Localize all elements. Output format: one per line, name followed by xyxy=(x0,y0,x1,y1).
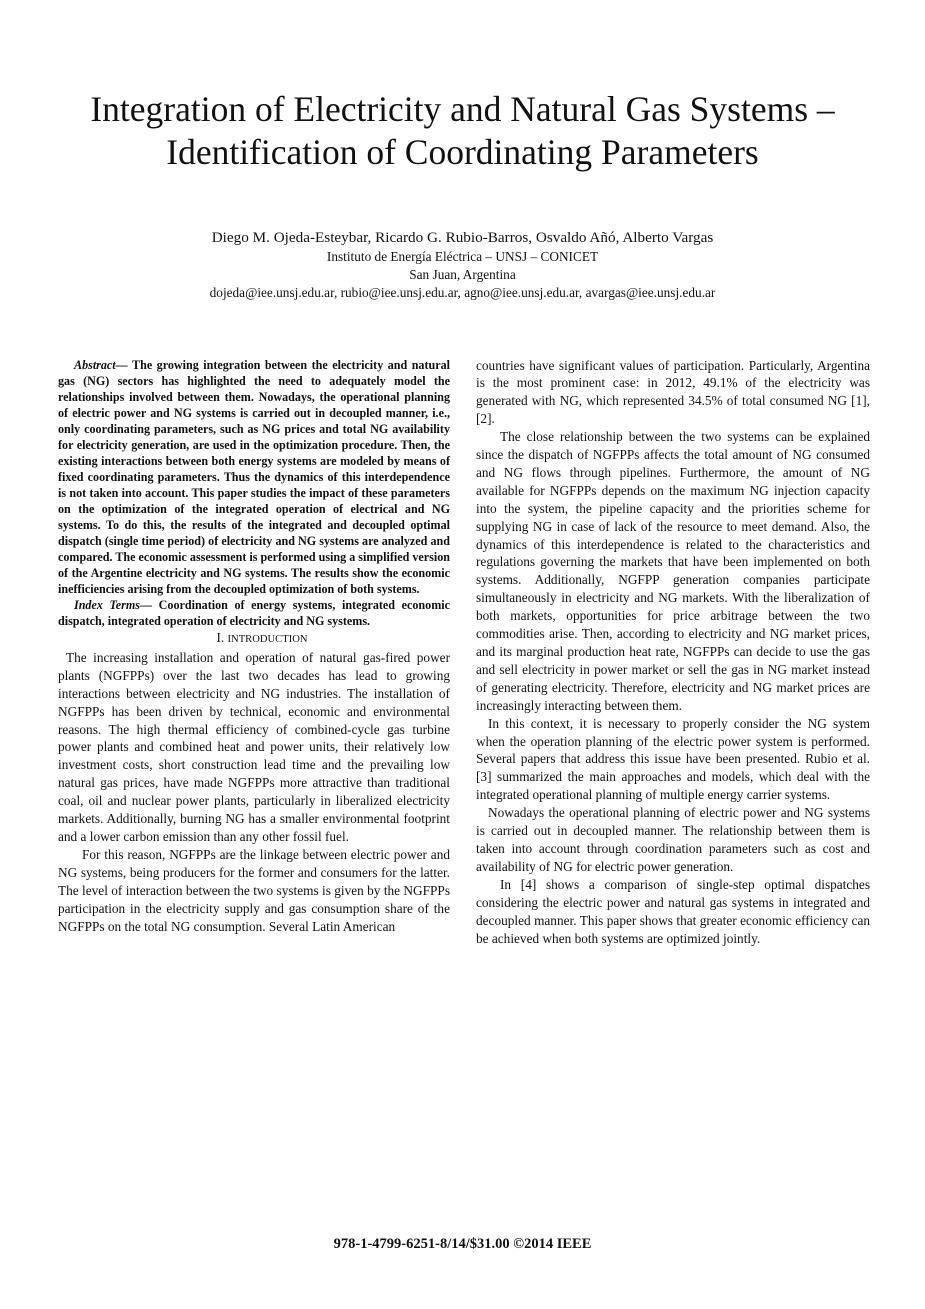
paper-title xyxy=(40,88,885,174)
abstract-label: Abstract— xyxy=(74,358,128,372)
index-terms-label: Index Terms— xyxy=(74,598,153,612)
right-column xyxy=(476,357,870,948)
body-paragraph: The increasing installation and operation of natural gas-fired power plants (NGFPPs) over the last two decades has lead to growing interactions between electricity and NG industries. The installation of NGFPPs has been driven by technical, economic and environmental reasons. The high thermal efficiency of combined-cycle gas turbine power plants and combined heat and power units, their relatively low investment costs, short construction lead time and the prevailing low natural gas prices, have made NGFPPs more attractive than traditional coal, oil and nuclear power plants, particularly in liberalized electricity markets. Additionally, burning NG has a smaller environmental footprint and a lower carbon emission than any other fossil fuel. xyxy=(58,649,450,844)
left-column xyxy=(58,357,450,935)
title-line-1: Integration of Electricity and Natural Gas Systems – xyxy=(90,89,835,129)
author-list: Diego M. Ojeda-Esteybar, Ricardo G. Rubio-Barros, Osvaldo Añó, Alberto Vargas xyxy=(211,229,714,246)
body-paragraph: For this reason, NGFPPs are the linkage between electric power and NG systems, being producers for the former and consumers for the latter. The level of interaction between the two systems is given by the NGFPPs participation in the electricity supply and gas consumption share of the NGFPPs on the total NG consumption. Several Latin American xyxy=(58,846,450,934)
title-line-2: Identification of Coordinating Parameters xyxy=(166,132,759,172)
section-number: I. xyxy=(216,630,228,645)
body-paragraph: Nowadays the operational planning of electric power and NG systems is carried out in decoupled manner. The relationship between them is taken into account through coordination parameters such as cost and availability of NG for electric power generation. xyxy=(476,805,870,874)
index-terms xyxy=(58,597,450,629)
abstract-text: The growing integration between the electricity and natural gas (NG) sectors has highlighted the need to adequately model the relationships involved between them. Nowadays, the operational planning of electric power and NG systems is carried out in decoupled manner, i.e., only coordinating parameters, such as NG prices and total NG availability for electricity generation, are used in the optimization procedure. Then, the existing interactions between both energy systems are modeled by means of fixed coordinating parameters. Thus the dynamics of this interdependence is not taken into account. This paper studies the impact of these parameters on the optimization of the integrated operation of electrical and NG systems. To do this, the results of the integrated and decoupled optimal dispatch (single time period) of electricity and NG systems are analyzed and compared. The economic assessment is performed using a simplified version of the Argentine electricity and NG systems. The results show the economic inefficiencies arising from the decoupled optimization of both systems. xyxy=(58,358,450,596)
copyright-footer: 978-1-4799-6251-8/14/$31.00 ©2014 IEEE xyxy=(333,1236,592,1252)
location: San Juan, Argentina xyxy=(409,267,516,282)
abstract xyxy=(58,357,450,597)
section-title: INTRODUCTION xyxy=(227,634,308,645)
body-paragraph: The close relationship between the two systems can be explained since the dispatch of NGFPPs affects the total amount of NG consumed and NG flows through pipelines. Furthermore, the amount of NG available for NGFPPs depends on the maximum NG injection capacity into the system, the pipeline capacity and the priorities scheme for supplying NG in case of lack of the resource to meet demand. Also, the dynamics of this interdependence is related to the characteristics and regulations governing the markets that have been implemented on both systems. Additionally, NGFPP generation companies participate simultaneously in electricity and NG markets. With the liberalization of both markets, opportunities for price arbitrage between the two commodities arise. Then, according to electricity and NG market prices, and its marginal production heat rate, NGFPPs can decide to use the gas and sell electricity in power market or sell the gas in NG market instead of generating electricity. Therefore, electricity and NG market prices are increasingly interacting between them. xyxy=(476,429,870,713)
section-heading-introduction xyxy=(58,629,450,649)
affiliation: Instituto de Energía Eléctrica – UNSJ – CONICET xyxy=(326,249,599,264)
affiliation-block xyxy=(40,248,885,302)
body-paragraph: In [4] shows a comparison of single-step optimal dispatches considering the electric power and natural gas systems in integrated and decoupled manner. This paper shows that greater economic efficiency can be achieved when both systems are optimized jointly. xyxy=(476,876,870,946)
author-emails: dojeda@iee.unsj.edu.ar, rubio@iee.unsj.edu.ar, agno@iee.unsj.edu.ar, avargas@iee.unsj.edu.ar xyxy=(209,285,716,300)
body-paragraph: countries have significant values of participation. Particularly, Argentina is the most prominent case: in 2012, 49.1% of the electricity was generated with NG, which represented 34.5% of total consumed NG [1], [2]. xyxy=(476,357,870,427)
body-paragraph: In this context, it is necessary to properly consider the NG system when the operation planning of the electric power system is performed. Several papers that address this issue have been presented. Rubio et al. [3] summarized the main approaches and models, which deal with the integrated operational planning of multiple energy carrier systems. xyxy=(476,715,870,803)
index-terms-text: Coordination of energy systems, integrated economic dispatch, integrated operation of electricity and NG systems. xyxy=(58,598,450,628)
